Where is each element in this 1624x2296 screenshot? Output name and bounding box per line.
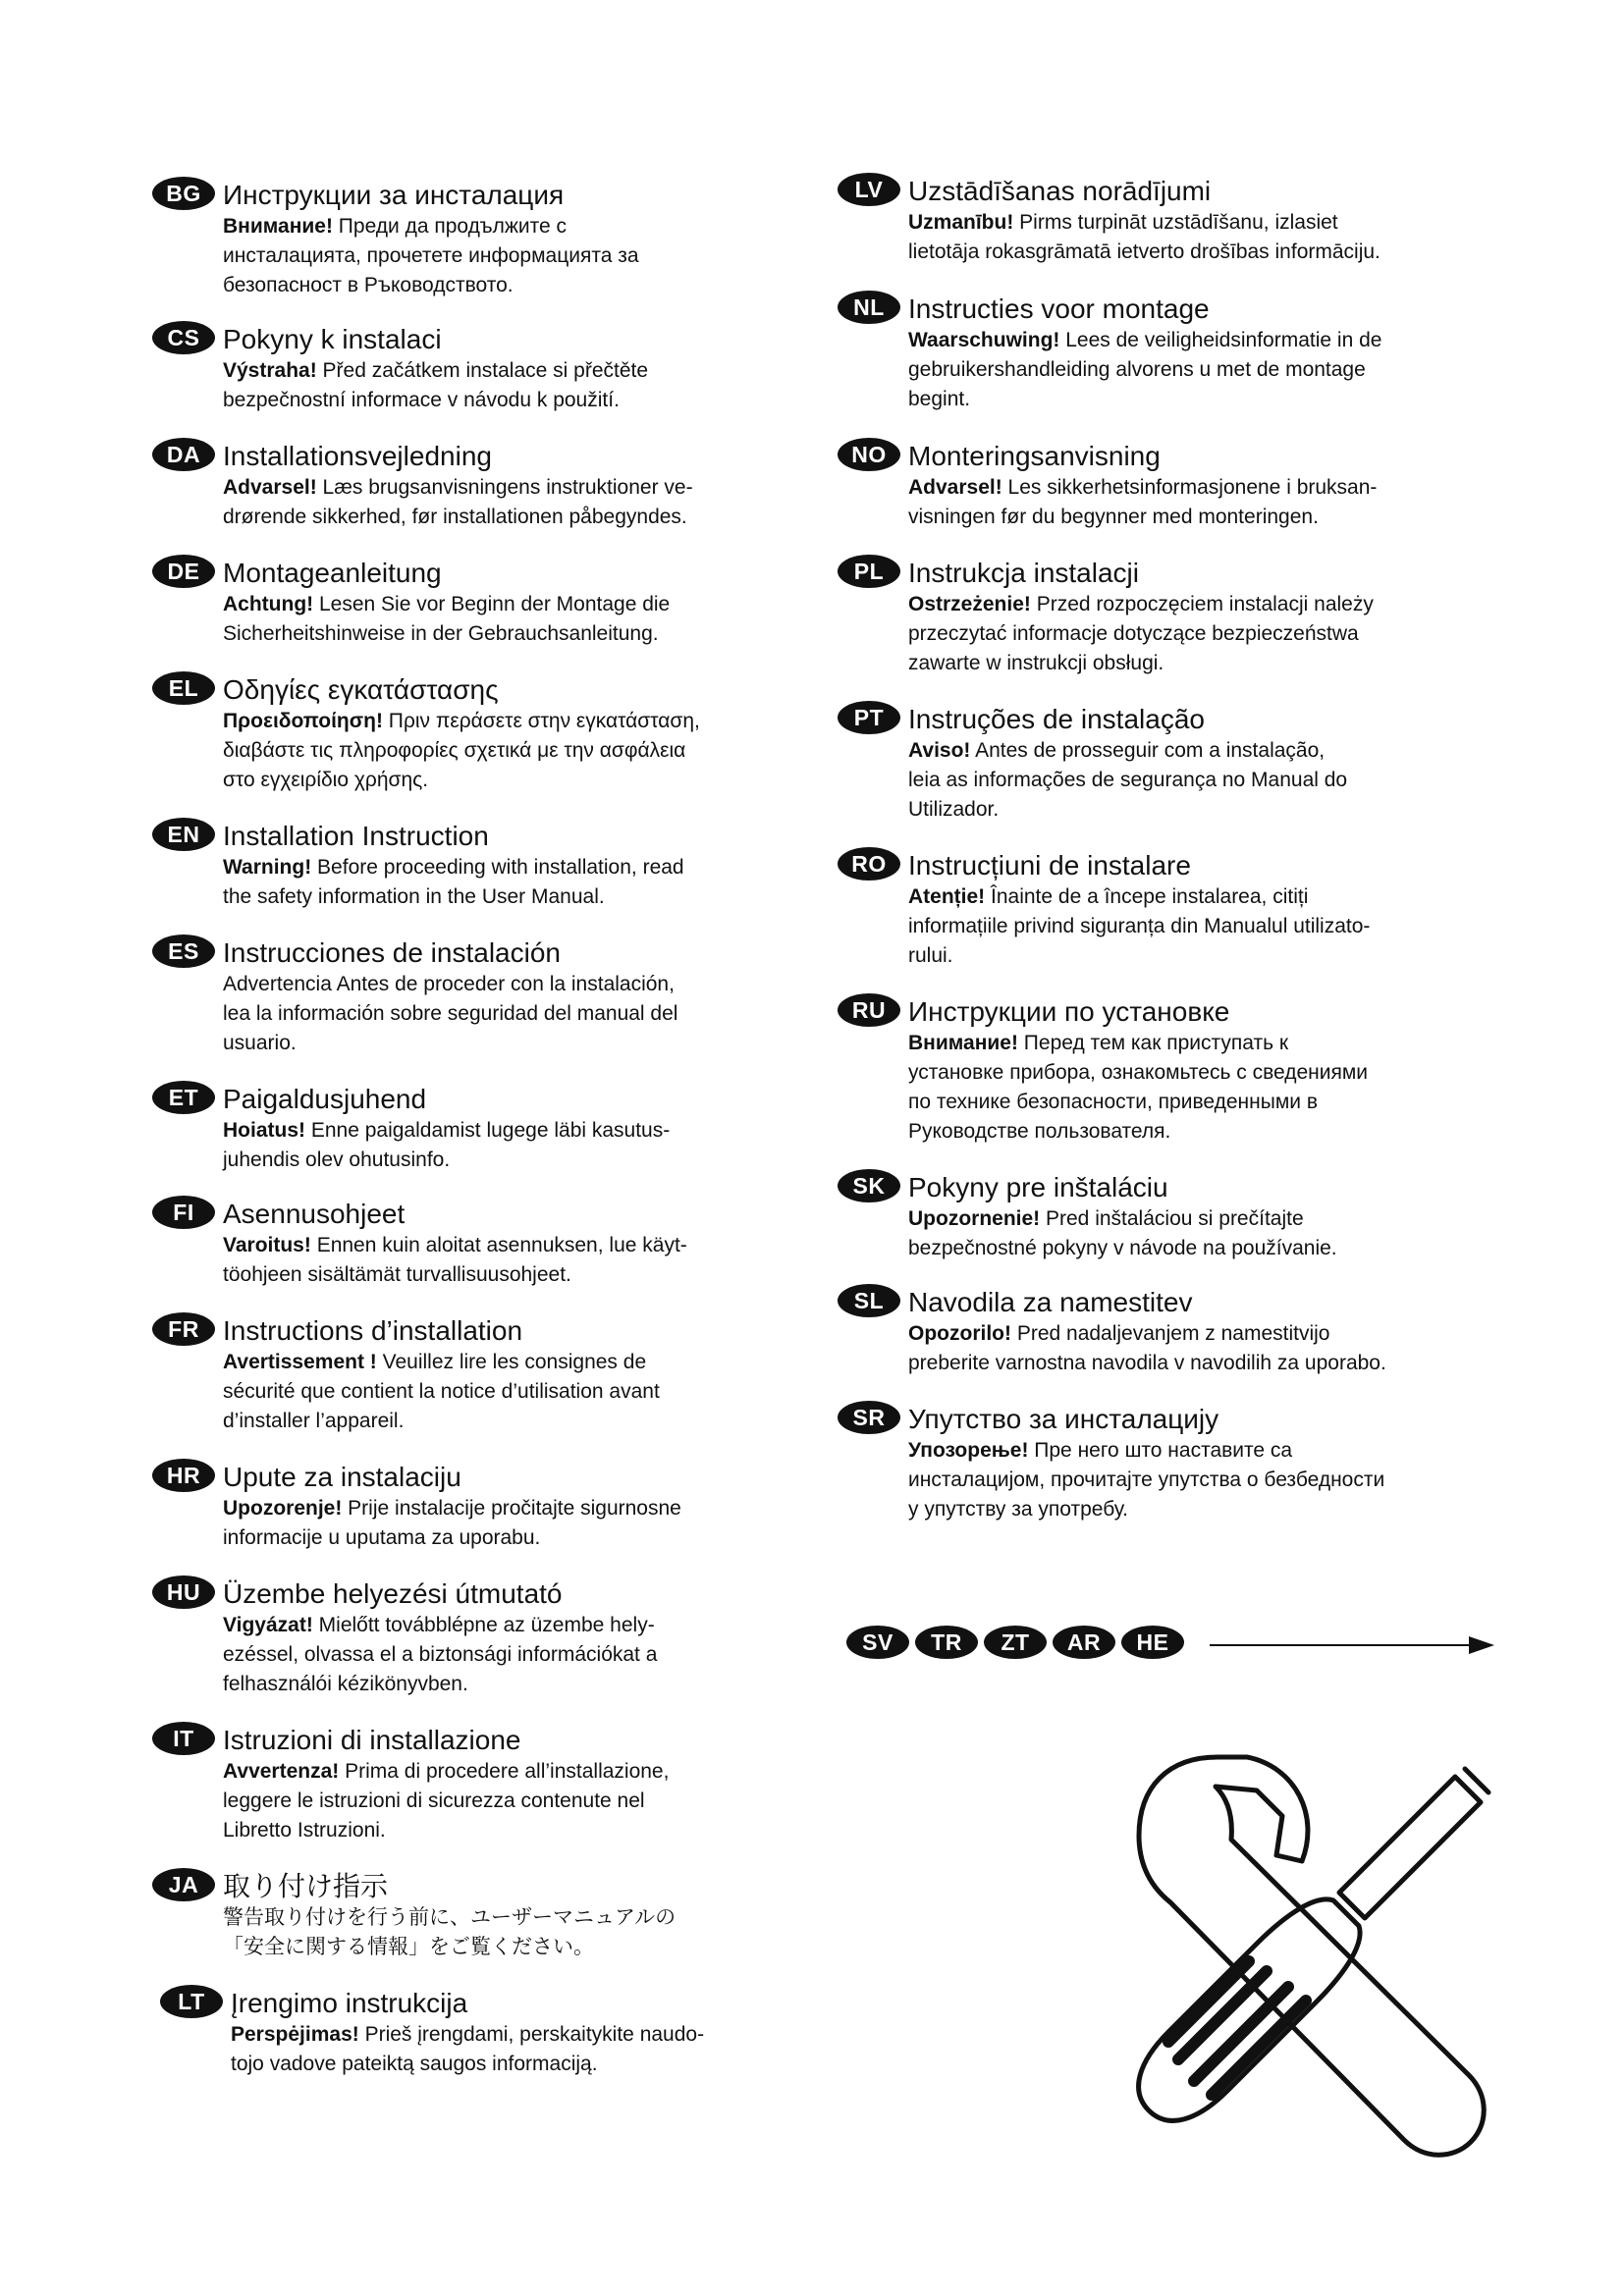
language-badge-et: ET (152, 1081, 215, 1114)
entry-heading: Instructions d’installation (223, 1315, 523, 1346)
warning-text: Înainte de a începe instalarea, citiți informațiile privind siguranța din Manualul utilizato- rului. (908, 885, 1371, 967)
language-badge-sr: SR (838, 1401, 900, 1434)
language-badge-en: EN (152, 818, 215, 851)
entry-text (223, 1577, 832, 1699)
warning-label: Упозорење! (908, 1439, 1029, 1462)
warning-text: Před začátkem instalace si přečtěte bezpečnostní informace v návodu k použití. (223, 359, 649, 411)
warning-text: Advertencia Antes de proceder con la instalación, lea la información sobre seguridad del manual del usuario. (223, 973, 678, 1054)
entry-body (908, 1319, 1517, 1378)
warning-label: Внимание! (908, 1032, 1018, 1054)
entry-body (223, 1494, 832, 1553)
warning-label: Opozorilo! (908, 1322, 1011, 1345)
entry-heading: Navodila za namestitev (908, 1287, 1193, 1317)
entry-text (908, 440, 1517, 532)
entry-text (223, 1724, 832, 1845)
entry-text (908, 293, 1517, 414)
warning-text: Prieš įrengdami, perskaitykite naudo- tojo vadove pateiktą saugos informaciją. (231, 2023, 705, 2075)
warning-label: Uzmanību! (908, 211, 1014, 234)
entry-heading: Istruzioni di installazione (223, 1725, 521, 1755)
entry-body (223, 853, 832, 912)
language-badge-he: HE (1121, 1626, 1184, 1659)
language-badge-ro: RO (838, 847, 900, 881)
language-badge-hr: HR (152, 1459, 215, 1492)
entry-body (908, 882, 1517, 971)
entry-text (908, 995, 1517, 1147)
language-badge-ja: JA (152, 1868, 215, 1901)
entry-text (908, 557, 1517, 678)
entry-text (908, 1403, 1517, 1524)
entry-heading: Instruções de instalação (908, 704, 1205, 734)
warning-text: Преди да продължите с инсталацията, прочетете информацията за безопасност в Ръководството. (223, 215, 639, 296)
entry-heading: Instructies voor montage (908, 294, 1210, 324)
warning-label: Внимание! (223, 215, 333, 238)
warning-label: Avertissement ! (223, 1351, 377, 1373)
warning-text: Przed rozpoczęciem instalacji należy przeczytać informacje dotyczące bezpieczeństwa zawarte w instrukcji obsługi. (908, 593, 1374, 674)
language-badge-pl: PL (838, 555, 900, 588)
entry-text (231, 1987, 839, 2079)
warning-label: Advarsel! (908, 476, 1002, 499)
entry-text (908, 175, 1517, 267)
language-badge-nl: NL (838, 291, 900, 324)
entry-heading: Įrengimo instrukcija (231, 1988, 468, 2018)
warning-label: Upozorenje! (223, 1497, 343, 1520)
language-badge-ar: AR (1053, 1626, 1115, 1659)
language-badge-it: IT (152, 1722, 215, 1755)
warning-text: Prima di procedere all’installazione, leggere le istruzioni di sicurezza contenute nel Libretto Istruzioni. (223, 1760, 670, 1842)
entry-body (223, 970, 832, 1058)
language-badge-bg: BG (152, 177, 215, 210)
entry-body (223, 1231, 832, 1290)
warning-text: Before proceeding with installation, read the safety information in the User Manual. (223, 856, 684, 908)
entry-heading: Monteringsanvisning (908, 441, 1161, 471)
entry-text (223, 1198, 832, 1290)
entry-text (908, 1171, 1517, 1263)
warning-text: Veuillez lire les consignes de sécurité que contient la notice d’utilisation avant d’installer l’appareil. (223, 1351, 660, 1432)
warning-text: Les sikkerhetsinformasjonene i bruksan- visningen før du begynner med monteringen. (908, 476, 1378, 528)
warning-text: Pred nadaljevanjem z namestitvijo preberite varnostna navodila v navodilih za uporabo. (908, 1322, 1386, 1374)
entry-body (908, 208, 1517, 267)
entry-text (223, 440, 832, 532)
warning-label: Avvertenza! (223, 1760, 340, 1783)
entry-heading: Instrucciones de instalación (223, 937, 561, 968)
language-badge-ru: RU (838, 993, 900, 1027)
entry-text (223, 1314, 832, 1436)
warning-label: Upozornenie! (908, 1207, 1041, 1230)
entry-heading: Asennusohjeet (223, 1199, 406, 1229)
warning-text: Mielőtt továbblépne az üzembe hely- ezéssel, olvassa el a biztonsági információkat a felhasználói kézikönyvben. (223, 1614, 658, 1695)
entry-text (223, 1461, 832, 1553)
warning-text: Lees de veiligheidsinformatie in de gebruikershandleiding alvorens u met de montage begint. (908, 329, 1382, 410)
entry-text (223, 323, 832, 415)
warning-text: 警告取り付けを行う前に、ユーザーマニュアルの 「安全に関する情報」をご覧ください。 (223, 1906, 677, 1958)
entry-heading: Instrukcja instalacji (908, 558, 1139, 588)
warning-text: Pirms turpināt uzstādīšanu, izlasiet lietotāja rokasgrāmatā ietverto drošības informāciju. (908, 211, 1380, 263)
entry-body (223, 707, 832, 795)
language-badge-sl: SL (838, 1284, 900, 1317)
language-badge-pt: PT (838, 701, 900, 734)
entry-text (223, 179, 832, 300)
entry-heading: Инструкции по установке (908, 996, 1230, 1027)
entry-heading: Инструкции за инсталация (223, 180, 565, 210)
entry-body (908, 326, 1517, 414)
entry-text (223, 1083, 832, 1175)
entry-body (223, 1903, 832, 1962)
warning-label: Advarsel! (223, 476, 317, 499)
language-badge-zt: ZT (984, 1626, 1047, 1659)
wrench-screwdriver-icon (1110, 1747, 1532, 2179)
entry-body (908, 1436, 1517, 1524)
entry-body (908, 473, 1517, 532)
language-badge-tr: TR (915, 1626, 978, 1659)
entry-heading: Pokyny k instalaci (223, 324, 442, 354)
language-badge-fr: FR (152, 1312, 215, 1346)
warning-label: Varoitus! (223, 1234, 311, 1256)
language-badge-sk: SK (838, 1169, 900, 1202)
entry-body (223, 356, 832, 415)
entry-heading: 取り付け指示 (223, 1871, 389, 1901)
warning-text: Пре него што наставите са инсталацијом, прочитајте упутства о безбедности у упутству за употребу. (908, 1439, 1385, 1521)
warning-label: Aviso! (908, 739, 971, 762)
warning-label: Atenție! (908, 885, 986, 908)
language-badge-no: NO (838, 438, 900, 471)
language-badge-es: ES (152, 934, 215, 968)
warning-text: Pred inštaláciou si prečítajte bezpečnostné pokyny v návode na používanie. (908, 1207, 1337, 1259)
entry-heading: Installation Instruction (223, 821, 489, 851)
entry-text (223, 820, 832, 912)
warning-text: Πριν περάσετε στην εγκατάσταση, διαβάστε τις πληροφορίες σχετικά με την ασφάλεια στο εγχειρίδιο χρήσης. (223, 710, 700, 791)
entry-heading: Üzembe helyezési útmutató (223, 1578, 563, 1609)
language-badge-el: EL (152, 671, 215, 705)
language-badge-hu: HU (152, 1575, 215, 1609)
warning-text: Перед тем как приступать к установке прибора, ознакомьтесь с сведениями по технике безопасности, приведенными в Руководстве пользователя. (908, 1032, 1369, 1143)
entry-body (223, 1348, 832, 1436)
warning-label: Warning! (223, 856, 312, 879)
entry-body (223, 473, 832, 532)
entry-heading: Οδηγίες εγκατάστασης (223, 674, 499, 705)
entry-text (223, 1870, 832, 1962)
language-badge-da: DA (152, 438, 215, 471)
entry-heading: Installationsvejledning (223, 441, 492, 471)
entry-body (908, 1029, 1517, 1147)
warning-text: Lesen Sie vor Beginn der Montage die Sicherheitshinweise in der Gebrauchsanleitung. (223, 593, 671, 645)
warning-text: Ennen kuin aloitat asennuksen, lue käyt- töohjeen sisältämät turvallisuusohjeet. (223, 1234, 687, 1286)
warning-text: Læs brugsanvisningens instruktioner ve- drørende sikkerhed, før installationen påbegyndes. (223, 476, 693, 528)
warning-label: Ostrzeżenie! (908, 593, 1031, 615)
language-badge-sv: SV (846, 1626, 909, 1659)
entry-body (223, 212, 832, 300)
warning-label: Achtung! (223, 593, 314, 615)
entry-text (908, 703, 1517, 825)
warning-label: Vigyázat! (223, 1614, 313, 1636)
entry-heading: Pokyny pre inštaláciu (908, 1172, 1168, 1202)
entry-body (223, 1611, 832, 1699)
entry-text (223, 557, 832, 649)
arrow-right-icon (1210, 1644, 1475, 1646)
warning-label: Waarschuwing! (908, 329, 1060, 351)
entry-heading: Упутство за инсталацију (908, 1404, 1219, 1434)
warning-label: Perspėjimas! (231, 2023, 359, 2046)
entry-body (908, 736, 1517, 825)
more-languages-row (846, 1626, 1494, 1665)
entry-body (231, 2020, 839, 2079)
entry-heading: Paigaldusjuhend (223, 1084, 427, 1114)
entry-text (908, 849, 1517, 971)
warning-label: Výstraha! (223, 359, 317, 382)
warning-label: Προειδοποίηση! (223, 710, 383, 732)
entry-heading: Montageanleitung (223, 558, 442, 588)
entry-body (908, 590, 1517, 678)
entry-text (223, 673, 832, 795)
entry-heading: Upute za instalaciju (223, 1462, 461, 1492)
language-badge-lt: LT (160, 1985, 223, 2018)
entry-body (223, 590, 832, 649)
warning-label: Hoiatus! (223, 1119, 305, 1142)
warning-text: Antes de prosseguir com a instalação, leia as informações de segurança no Manual do Utilizador. (908, 739, 1348, 821)
warning-text: Prije instalacije pročitajte sigurnosne informacije u uputama za uporabu. (223, 1497, 681, 1549)
entry-body (223, 1116, 832, 1175)
language-badge-de: DE (152, 555, 215, 588)
arrow-head-icon (1469, 1636, 1494, 1654)
entry-text (223, 936, 832, 1058)
entry-body (223, 1757, 832, 1845)
language-badge-fi: FI (152, 1196, 215, 1229)
language-badge-cs: CS (152, 321, 215, 354)
entry-heading: Instrucțiuni de instalare (908, 850, 1191, 881)
entry-body (908, 1204, 1517, 1263)
entry-text (908, 1286, 1517, 1378)
warning-text: Enne paigaldamist lugege läbi kasutus- juhendis olev ohutusinfo. (223, 1119, 671, 1171)
entry-heading: Uzstādīšanas norādījumi (908, 176, 1212, 206)
language-badge-lv: LV (838, 173, 900, 206)
